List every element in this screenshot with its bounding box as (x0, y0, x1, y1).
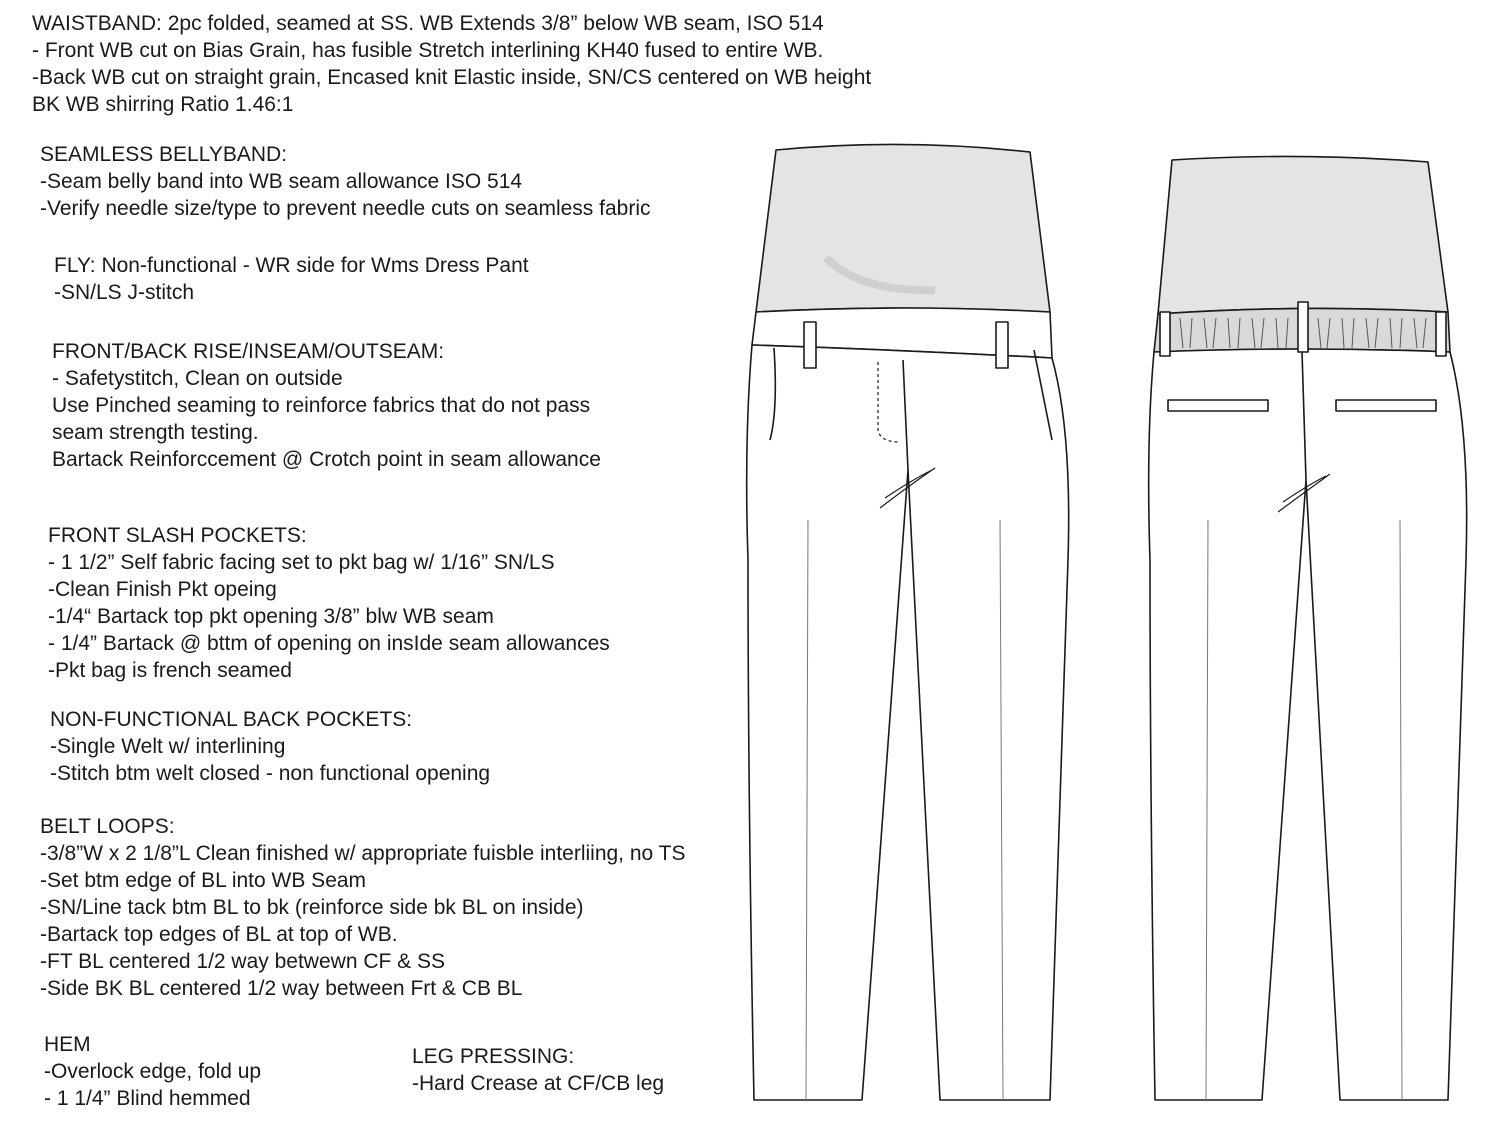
waistband-line: - Front WB cut on Bias Grain, has fusible Stretch interlining KH40 fused to entire WB. (32, 39, 824, 62)
fly-line: -SN/LS J-stitch (54, 281, 195, 304)
belt-loops-spec-block (40, 813, 686, 1002)
front-view-sketch (747, 144, 1069, 1100)
rise-line: - Safetystitch, Clean on outside (52, 367, 343, 390)
back-pockets-line: -Single Welt w/ interlining (50, 735, 286, 758)
back-body (1149, 349, 1467, 1100)
front-belt-loop-right (996, 322, 1008, 368)
rise-heading: FRONT/BACK RISE/INSEAM/OUTSEAM: (52, 340, 445, 363)
rise-spec-block (52, 338, 601, 473)
hem-line: -Overlock edge, fold up (44, 1060, 262, 1083)
fly-heading: FLY: Non-functional - WR side for Wms Dress Pant (54, 254, 529, 277)
belt-loops-line: -SN/Line tack btm BL to bk (reinforce side bk BL on inside) (40, 896, 584, 919)
waistband-heading: WAISTBAND: 2pc folded, seamed at SS. WB Extends 3/8” below WB seam, ISO 514 (32, 12, 824, 35)
rise-line: Bartack Reinforccement @ Crotch point in seam allowance (52, 448, 601, 471)
front-pockets-line: -Clean Finish Pkt opeing (48, 578, 277, 601)
front-pockets-line: - 1 1/2” Self fabric facing set to pkt bag w/ 1/16” SN/LS (48, 551, 555, 574)
waistband-spec-block (32, 10, 871, 118)
hem-line: - 1 1/4” Blind hemmed (44, 1087, 251, 1110)
belt-loops-line: -3/8”W x 2 1/8”L Clean finished w/ appropriate fuisble interliing, no TS (40, 842, 686, 865)
belt-loops-line: -Side BK BL centered 1/2 way between Frt & CB BL (40, 977, 523, 1000)
back-welt-pocket-right (1336, 400, 1436, 411)
leg-pressing-heading: LEG PRESSING: (412, 1045, 575, 1068)
front-pockets-line: -Pkt bag is french seamed (48, 659, 292, 682)
rise-line: Use Pinched seaming to reinforce fabrics that do not pass (52, 394, 591, 417)
back-pockets-line: -Stitch btm welt closed - non functional opening (50, 762, 491, 785)
back-belt-loop-right (1436, 312, 1446, 356)
waistband-line: -Back WB cut on straight grain, Encased knit Elastic inside, SN/CS centered on WB height (32, 66, 872, 89)
back-belt-loop-center (1298, 302, 1308, 352)
waistband-line: BK WB shirring Ratio 1.46:1 (32, 93, 294, 116)
back-welt-pocket-left (1168, 400, 1268, 411)
fly-spec-block (54, 252, 529, 306)
bellyband-spec-block (40, 141, 651, 222)
hem-spec-block (44, 1031, 261, 1112)
back-view-sketch (1149, 156, 1467, 1100)
back-pockets-heading: NON-FUNCTIONAL BACK POCKETS: (50, 708, 413, 731)
belt-loops-heading: BELT LOOPS: (40, 815, 175, 838)
bellyband-line: -Verify needle size/type to prevent needle cuts on seamless fabric (40, 197, 651, 220)
belt-loops-line: -Bartack top edges of BL at top of WB. (40, 923, 398, 946)
belt-loops-line: -Set btm edge of BL into WB Seam (40, 869, 367, 892)
front-pockets-heading: FRONT SLASH POCKETS: (48, 524, 307, 547)
back-pockets-spec-block (50, 706, 490, 787)
bellyband-line: -Seam belly band into WB seam allowance ISO 514 (40, 170, 523, 193)
back-bellyband (1158, 156, 1448, 314)
rise-line: seam strength testing. (52, 421, 259, 444)
front-pockets-spec-block (48, 522, 610, 684)
front-belt-loop-left (804, 322, 816, 368)
leg-pressing-line: -Hard Crease at CF/CB leg (412, 1072, 665, 1095)
hem-heading: HEM (44, 1033, 91, 1056)
bellyband-heading: SEAMLESS BELLYBAND: (40, 143, 288, 166)
back-belt-loop-left (1160, 312, 1170, 356)
front-pockets-line: -1/4“ Bartack top pkt opening 3/8” blw WB seam (48, 605, 494, 628)
front-pockets-line: - 1/4” Bartack @ bttm of opening on insIde seam allowances (48, 632, 610, 655)
leg-pressing-spec-block (412, 1043, 664, 1097)
belt-loops-line: -FT BL centered 1/2 way betwewn CF & SS (40, 950, 446, 973)
